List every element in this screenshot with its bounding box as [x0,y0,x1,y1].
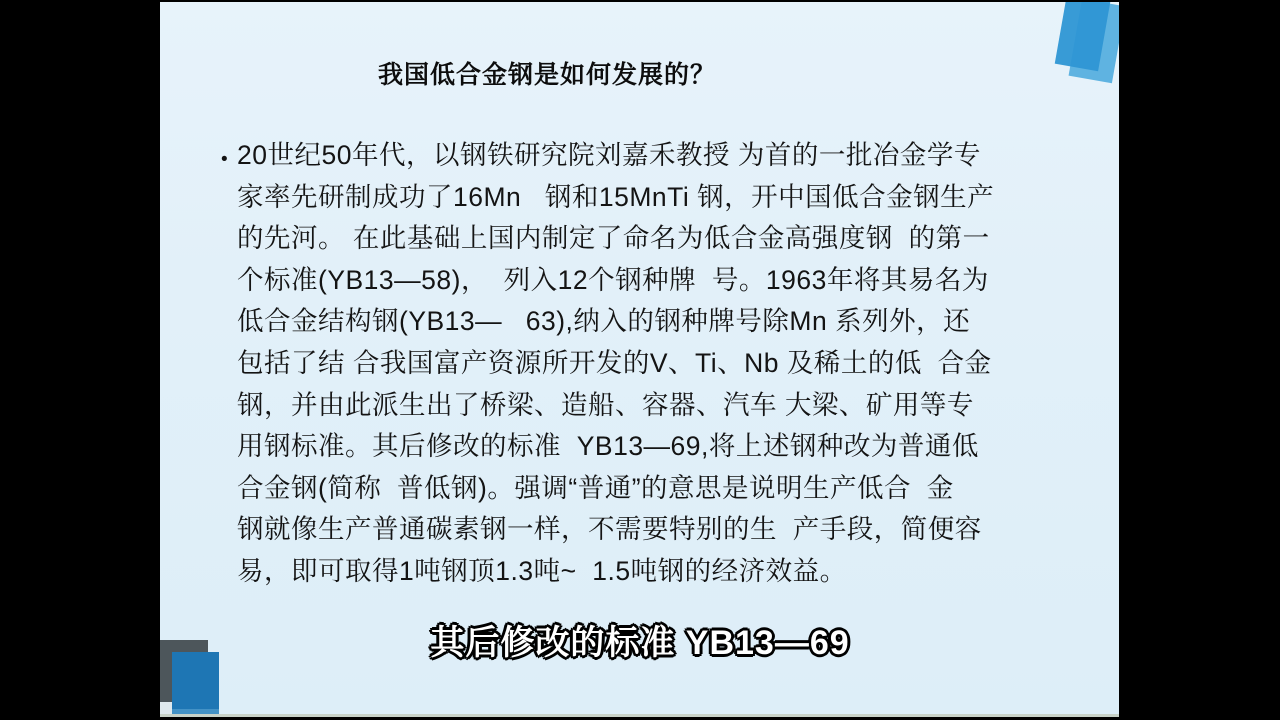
slide-canvas [160,2,1119,714]
body-line: 低合金结构钢(YB13— 63),纳入的钢种牌号除Mn 系列外，还 [237,306,971,337]
body-line: 用钢标准。其后修改的标准 YB13—69,将上述钢种改为普通低 [237,431,979,462]
video-subtitle: 其后修改的标准 YB13—69 [430,624,850,662]
body-line: 20世纪50年代，以钢铁研究院刘嘉禾教授 为首的一批冶金学专 [237,140,981,170]
slide-title: 我国低合金钢是如何发展的？ [378,61,717,89]
bullet-marker: • [221,149,228,170]
body-line: 钢就像生产普通碳素钢一样，不需要特别的生 产手段，简便容 [237,514,982,545]
body-line: 包括了结 合我国富产资源所开发的V、Ti、Nb 及稀土的低 合金 [237,347,992,378]
body-line: 易，即可取得1吨钢顶1.3吨~ 1.5吨钢的经济效益。 [237,555,847,586]
body-line: 钢，并由此派生出了桥梁、造船、容器、汽车 大梁、矿用等专 [237,389,974,420]
body-line: 个标准(YB13—58)， 列入12个钢种牌 号。1963年将其易名为 [237,264,989,295]
slide-body-text [237,135,1067,593]
body-line: 家率先研制成功了16Mn 钢和15MnTi 钢，开中国低合金钢生产 [237,181,995,212]
slide-bottom-edge [160,714,1119,717]
body-line: 合金钢(简称 普低钢)。强调“普通”的意思是说明生产低合 金 [237,472,954,503]
body-line: 的先河。 在此基础上国内制定了命名为低合金高强度钢 的第一 [237,223,990,254]
